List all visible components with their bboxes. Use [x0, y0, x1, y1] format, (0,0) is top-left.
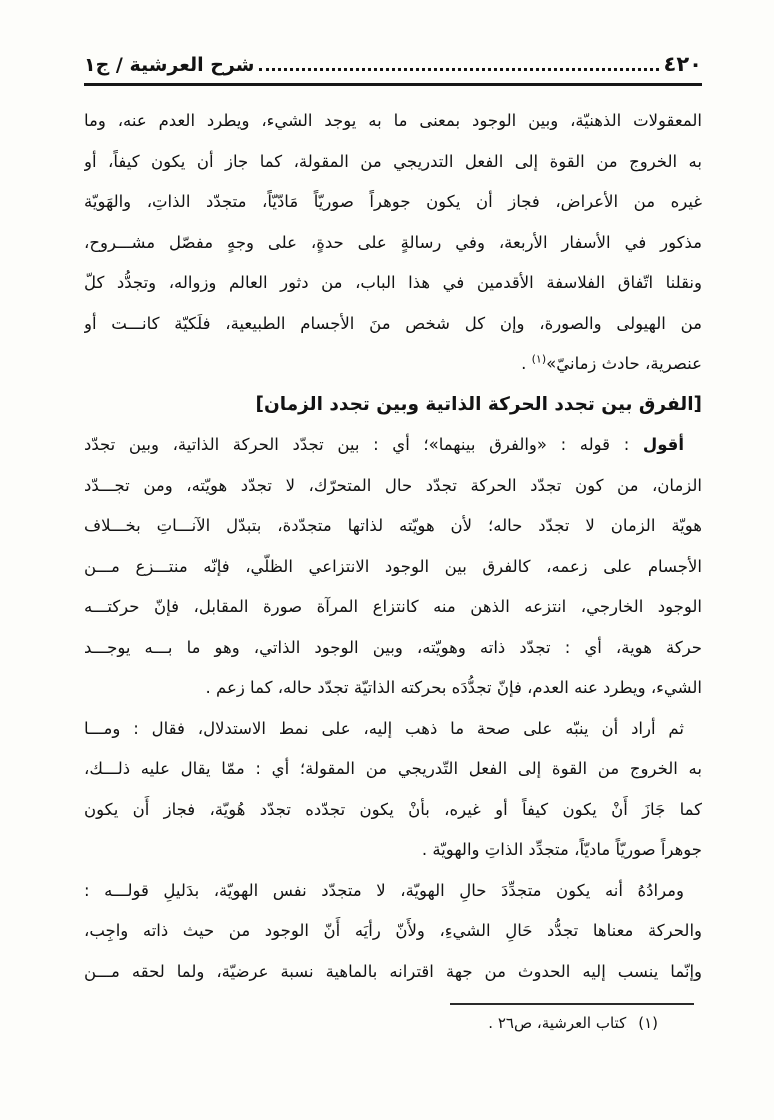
footnote-marker: (١): [638, 1014, 658, 1032]
body-text: [84, 101, 702, 992]
footnote-ref: (١): [531, 352, 547, 366]
line-text: ونقلنا اتّفاق الفلاسفة الأقدمين في هذا الباب، من دثور العالم وزواله، وتجدُّد كلّ: [84, 273, 702, 292]
text-line: [84, 587, 702, 628]
text-line: [84, 830, 702, 871]
line-text: [الفرق بين تجدد الحركة الذاتية وبين تجدد الزمان]: [255, 393, 702, 415]
footnote-text: كتاب العرشية، ص٢٦ .: [488, 1014, 627, 1032]
section-heading: [84, 385, 702, 426]
text-line: [84, 749, 702, 790]
text-line: [84, 790, 702, 831]
line-text-after-ref: .: [521, 354, 532, 373]
footnote: [84, 1014, 702, 1032]
text-line: [84, 911, 702, 952]
line-text: عنصرية، حادث زمانيّ»: [546, 354, 702, 373]
text-line: [84, 101, 702, 142]
line-text: حركة هوية، أي : تجدّد ذاته وهويّته، وبين الوجود الذاتي، وهو ما بـــه يوجـــد: [84, 637, 702, 657]
line-text: من الهيولى والصورة، وإن كل شخص منَ الأجسام الطبيعية، فلَكيّة كانـــت أو: [84, 313, 702, 333]
text-line: [84, 223, 702, 264]
line-text: كما جَازَ أَنْ يكون كيفاً أو غيره، بأنْ يكون تجدّده تجدّد هُويّة، فجاز أَن يكون: [84, 799, 702, 819]
line-text: الزمان، من كون تجدّد الحركة تجدّد حال المتحرّك، لا تجدّد هويّته، ومن تجـــدّد: [84, 475, 702, 495]
line-text: الشيء، ويطرد عنه العدم، فإنّ تجدُّدَه بحركته الذاتيّة تجدّد حاله، كما زعم .: [205, 678, 702, 697]
line-text: والحركة معناها تجدُّد حَالِ الشيءِ، ولأَنّ رأيَه أَنّ الوجود من حيث ذاته واجِب،: [84, 921, 702, 940]
text-line: [84, 668, 702, 709]
line-text: به الخروج من القوة إلى الفعل التّدريجي من المقولة؛ أي : ممّا يقال عليه ذلـــك،: [84, 759, 702, 778]
line-text: ومرادُهُ أنه يكون متجدِّدَ حالِ الهويّة، لا متجدّد نفس الهويّة، بدَليلِ قولـــه :: [84, 880, 684, 900]
line-text: به الخروج من القوة إلى الفعل التدريجي من المقولة، كما جاز أن يكون كيفاً، أو: [84, 151, 702, 171]
text-line: [84, 344, 702, 385]
footnote-separator: [450, 1003, 694, 1005]
text-line: [84, 952, 702, 993]
text-line: [84, 547, 702, 588]
line-text: هويّة الزمان لا تجدّد حاله؛ لأن هويّته لذاتها متجدّدة، بتبدّل الآنـــاتِ بخـــلاف: [84, 516, 702, 535]
line-text: مذكور في الأسفار الأربعة، وفي رسالةٍ على حدةٍ، على وجهٍ مفصّل مشـــروح،: [84, 232, 702, 252]
text-line: [84, 466, 702, 507]
dotted-leader: [259, 68, 658, 71]
bold-lead-word: أقول: [642, 435, 684, 454]
line-text: : قوله : «والفرق بينهما»؛ أي : بين تجدّد الحركة الذاتية، وبين تجدّد: [84, 435, 643, 454]
text-line: [84, 182, 702, 223]
text-line: [84, 425, 702, 466]
text-line: [84, 304, 702, 345]
text-line: [84, 628, 702, 669]
line-text: وإنّما ينسب إليه الحدوث من جهة اقترانه بالماهية نسبة عرضيّة، ولما لحقه مـــن: [84, 961, 702, 981]
running-header: [84, 52, 702, 76]
book-title: شرح العرشية / ج١: [84, 54, 255, 76]
line-text: الوجود الخارجي، انتزعه الذهن منه كانتزاع المرآة صورة المقابل، فإنّ حركتـــه: [84, 597, 702, 616]
text-line: [84, 142, 702, 183]
line-text: المعقولات الذهنيّة، وبين الوجود بمعنى ما به يوجد الشيء، ويطرد العدم عنه، وما: [84, 111, 702, 130]
line-text: ثم أراد أن ينبّه على صحة ما ذهب إليه، على نمط الاستدلال، فقال : ومـــا: [84, 718, 684, 738]
page-number: ٤٢٠: [663, 52, 702, 76]
line-text: غيره من الأعراض، فجاز أن يكون جوهراً صوريّاً مَادّيّاً، متجدّد الذاتِ، والهَويّة: [84, 192, 702, 211]
line-text: الأجسام على زعمه، كالفرق بين الوجود الانتزاعي الظلّي، فإنّه منتـــزع مـــن: [84, 556, 702, 576]
text-line: [84, 263, 702, 304]
text-line: [84, 506, 702, 547]
text-line: [84, 709, 702, 750]
header-rule: [84, 83, 702, 86]
line-text: جوهراً صوريّاً ماديّاً، متجدِّد الذاتِ والهويّة .: [421, 840, 702, 859]
text-line: [84, 871, 702, 912]
